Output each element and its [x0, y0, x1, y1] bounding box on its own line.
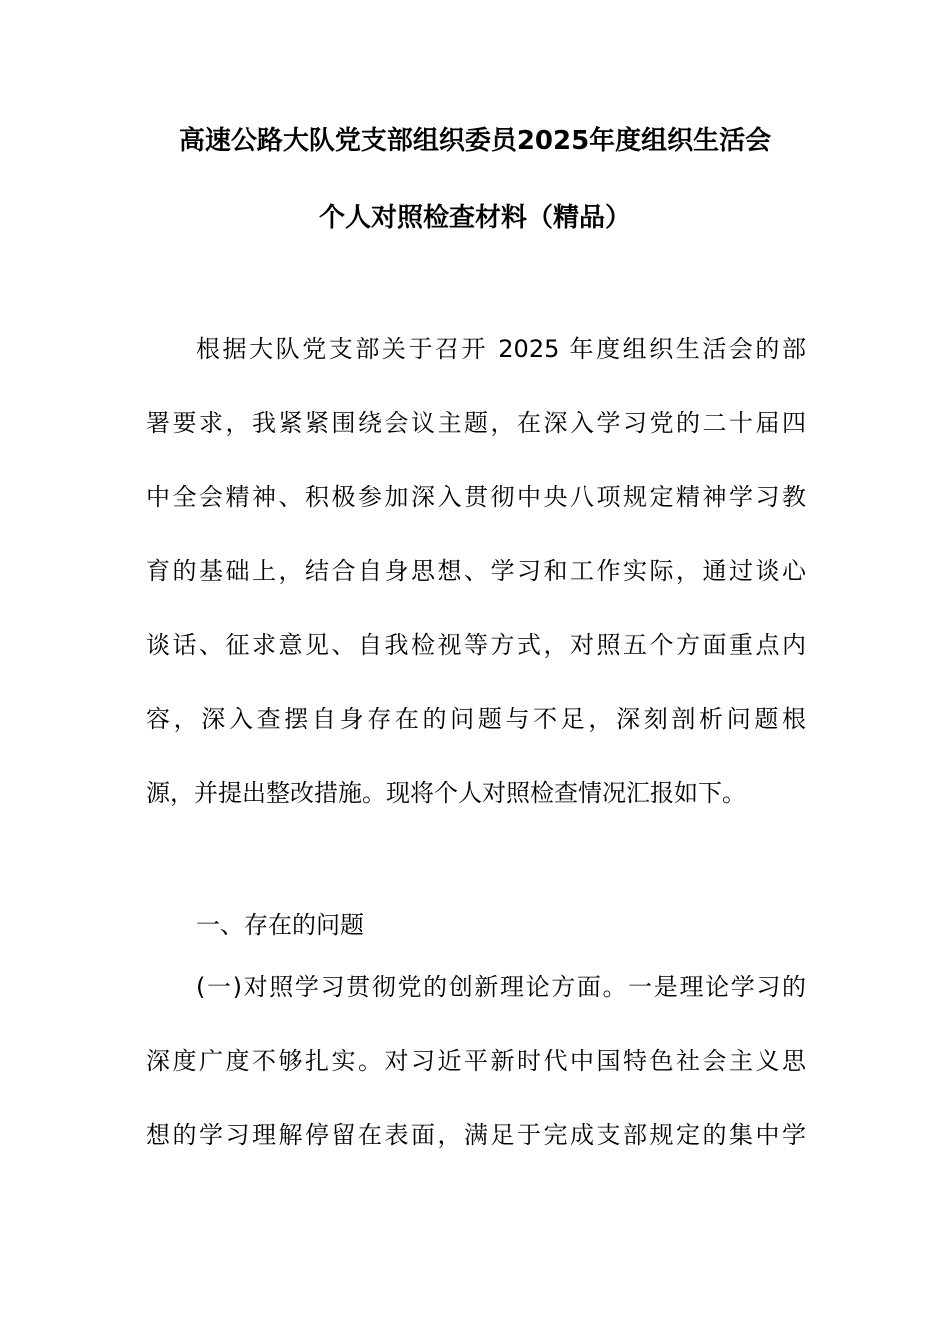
section-heading: 一、存在的问题: [196, 911, 364, 939]
paragraph-line: 深度广度不够扎实。对习近平新时代中国特色社会主义思: [146, 1047, 806, 1075]
paragraph-line: 想的学习理解停留在表面，满足于完成支部规定的集中学: [146, 1121, 806, 1149]
paragraph-line: 根据大队党支部关于召开 2025 年度组织生活会的部: [196, 335, 806, 363]
paragraph-line: 谈话、征求意见、自我检视等方式，对照五个方面重点内: [146, 631, 806, 659]
document-title-line-1: 高速公路大队党支部组织委员2025年度组织生活会: [178, 126, 772, 156]
paragraph-line: (一)对照学习贯彻党的创新理论方面。一是理论学习的: [196, 973, 806, 1001]
paragraph-line: 源，并提出整改措施。现将个人对照检查情况汇报如下。: [146, 779, 746, 807]
paragraph-line: 育的基础上，结合自身思想、学习和工作实际，通过谈心: [146, 557, 806, 585]
paragraph-line: 中全会精神、积极参加深入贯彻中央八项规定精神学习教: [146, 483, 806, 511]
document-title-line-2: 个人对照检查材料（精品）: [318, 203, 631, 233]
paragraph-line: 容，深入查摆自身存在的问题与不足，深刻剖析问题根: [146, 705, 806, 733]
paragraph-line: 署要求，我紧紧围绕会议主题，在深入学习党的二十届四: [146, 409, 806, 437]
